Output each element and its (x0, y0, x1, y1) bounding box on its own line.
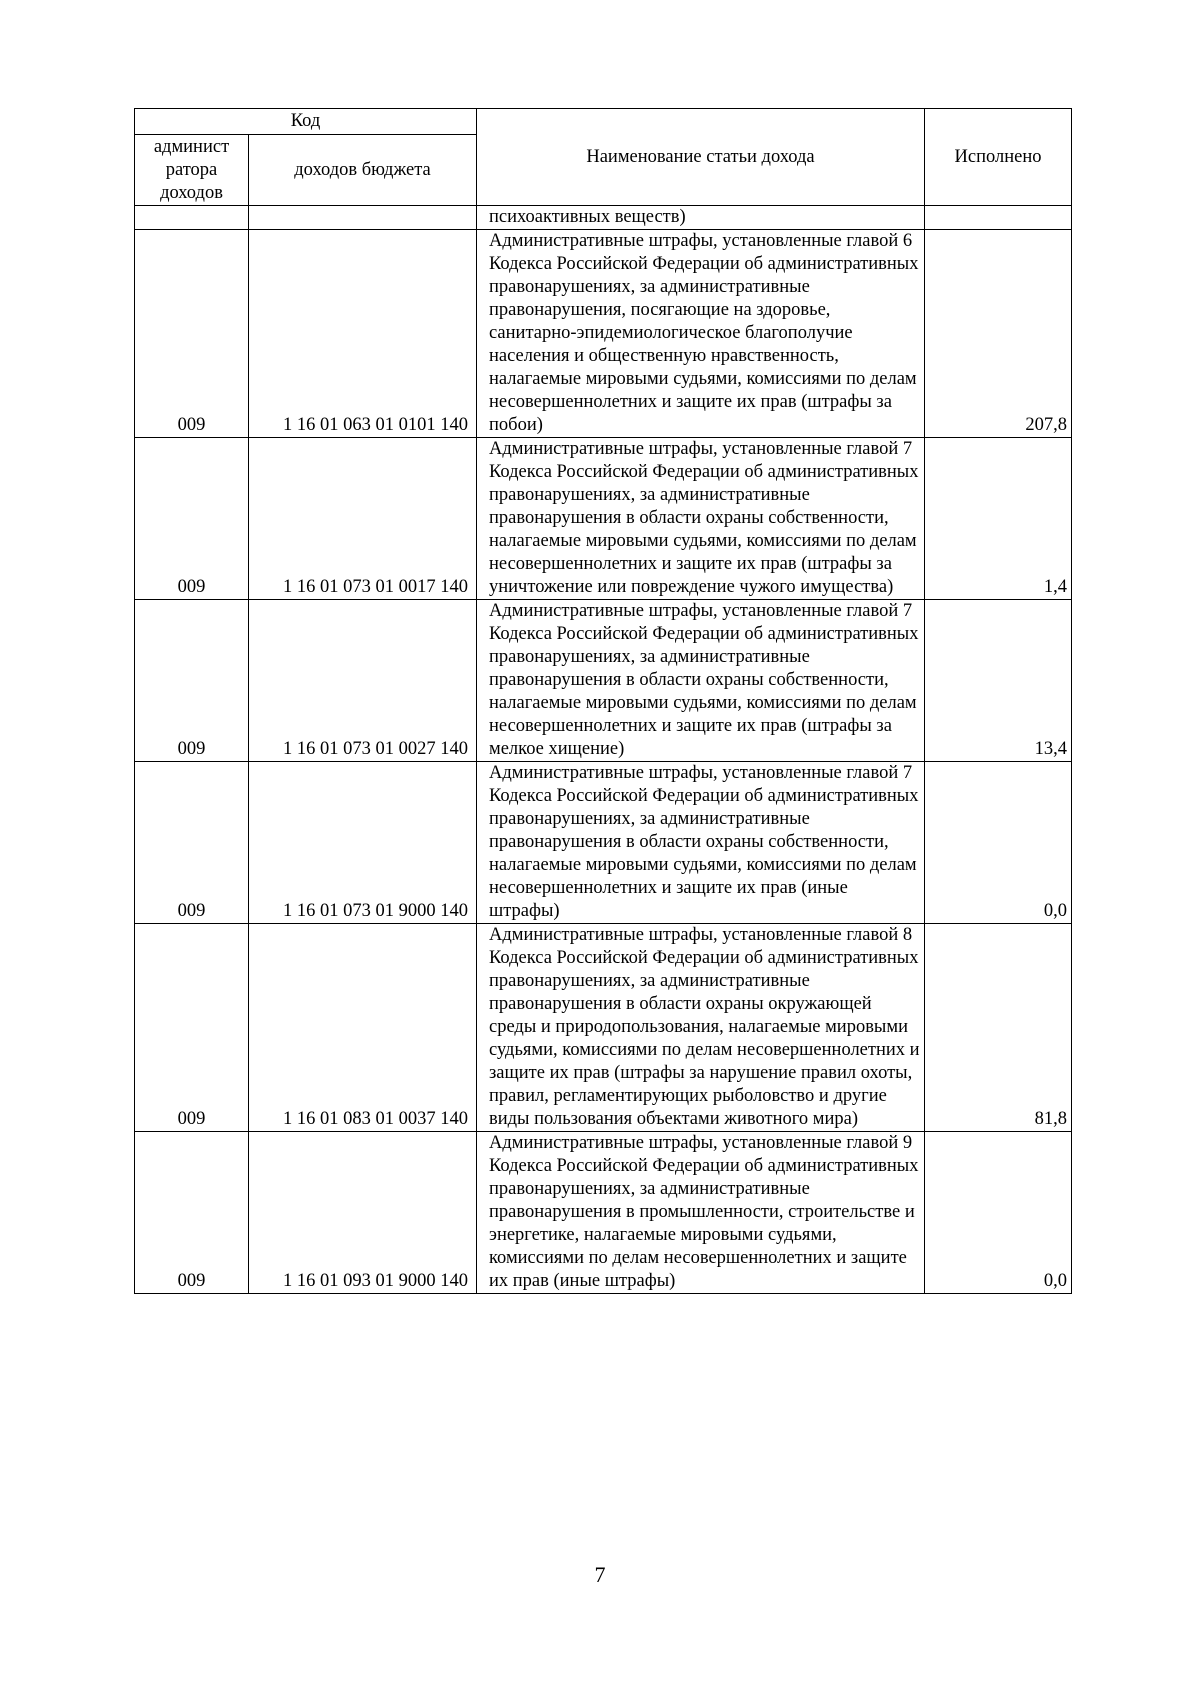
header-row-1 (135, 109, 1072, 135)
budget-code-cell: 1 16 01 073 01 9000 140 (249, 762, 477, 924)
executed-value-cell: 13,4 (925, 600, 1072, 762)
table-row (135, 438, 1072, 600)
revenue-name-cell: Административные штрафы, установленные главой 7 Кодекса Российской Федерации об административных правонарушениях, за административные правонарушения в области охраны собственности, налагаемые мировыми судьями, комиссиями по делам несовершеннолетних и защите их прав (иные штрафы) (477, 762, 925, 924)
header-budget: доходов бюджета (249, 135, 477, 206)
revenue-name-cell: Административные штрафы, установленные главой 9 Кодекса Российской Федерации об административных правонарушениях, за административные правонарушения в промышленности, строительстве и энергетике, налагаемые мировыми судьями, комиссиями по делам несовершеннолетних и защите их прав (иные штрафы) (477, 1132, 925, 1294)
revenue-name-cell: Административные штрафы, установленные главой 7 Кодекса Российской Федерации об административных правонарушениях, за административные правонарушения в области охраны собственности, налагаемые мировыми судьями, комиссиями по делам несовершеннолетних и защите их прав (штрафы за мелкое хищение) (477, 600, 925, 762)
revenue-name-cell: Административные штрафы, установленные главой 7 Кодекса Российской Федерации об административных правонарушениях, за административные правонарушения в области охраны собственности, налагаемые мировыми судьями, комиссиями по делам несовершеннолетних и защите их прав (штрафы за уничтожение или повреждение чужого имущества) (477, 438, 925, 600)
page-number: 7 (594, 1562, 606, 1587)
executed-value-cell: 81,8 (925, 924, 1072, 1132)
admin-code-cell: 009 (135, 438, 249, 600)
executed-value-cell: 0,0 (925, 762, 1072, 924)
budget-code-cell: 1 16 01 093 01 9000 140 (249, 1132, 477, 1294)
budget-code-cell: 1 16 01 083 01 0037 140 (249, 924, 477, 1132)
executed-value-cell: 1,4 (925, 438, 1072, 600)
budget-code-cell: 1 16 01 063 01 0101 140 (249, 230, 477, 438)
executed-value-cell: 207,8 (925, 230, 1072, 438)
header-kod: Код (135, 109, 477, 135)
continuation-code (249, 206, 477, 230)
admin-code-cell: 009 (135, 1132, 249, 1294)
budget-code-cell: 1 16 01 073 01 0017 140 (249, 438, 477, 600)
header-executed: Исполнено (925, 109, 1072, 206)
table-body (135, 109, 1072, 1294)
table-row (135, 924, 1072, 1132)
table-row (135, 230, 1072, 438)
continuation-text: психоактивных веществ) (477, 206, 925, 230)
admin-code-cell: 009 (135, 762, 249, 924)
revenue-name-cell: Административные штрафы, установленные главой 8 Кодекса Российской Федерации об административных правонарушениях, за административные правонарушения в области охраны окружающей среды и природопользования, налагаемые мировыми судьями, комиссиями по делам несовершеннолетних и защите их прав (штрафы за нарушение правил охоты, правил, регламентирующих рыболовство и другие виды пользования объектами животного мира) (477, 924, 925, 1132)
admin-code-cell: 009 (135, 924, 249, 1132)
admin-code-cell: 009 (135, 230, 249, 438)
continuation-value (925, 206, 1072, 230)
continuation-row (135, 206, 1072, 230)
table-row (135, 1132, 1072, 1294)
budget-code-cell: 1 16 01 073 01 0027 140 (249, 600, 477, 762)
revenue-name-cell: Административные штрафы, установленные главой 6 Кодекса Российской Федерации об административных правонарушениях, за административные правонарушения, посягающие на здоровье, санитарно-эпидемиологическое благополучие населения и общественную нравственность, налагаемые мировыми судьями, комиссиями по делам несовершеннолетних и защите их прав (штрафы за побои) (477, 230, 925, 438)
header-admin: админист ратора доходов (135, 135, 249, 206)
executed-value-cell: 0,0 (925, 1132, 1072, 1294)
revenue-table (134, 108, 1072, 1294)
table-row (135, 762, 1072, 924)
continuation-admin (135, 206, 249, 230)
admin-code-cell: 009 (135, 600, 249, 762)
header-name: Наименование статьи дохода (477, 109, 925, 206)
table-row (135, 600, 1072, 762)
